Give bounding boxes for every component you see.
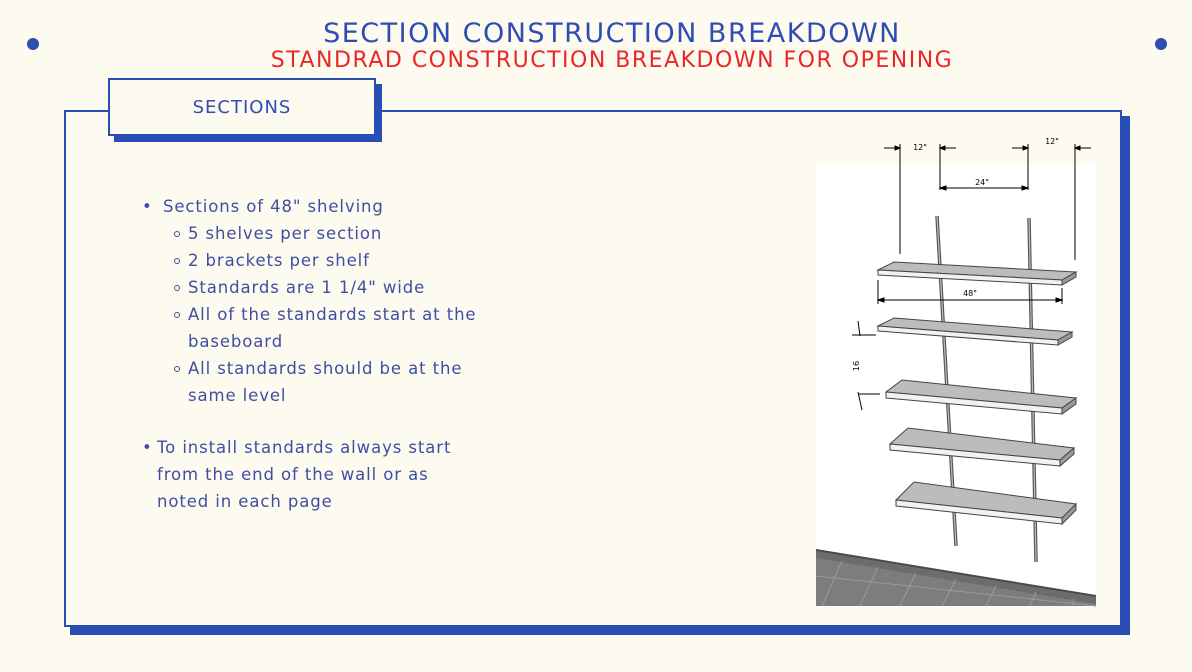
- sub-item: 2 brackets per shelf: [140, 247, 480, 274]
- sub-item: All standards should be at the same level: [140, 355, 480, 409]
- dim-standard-spacing-label: 24": [975, 178, 989, 187]
- sub-item: 5 shelves per section: [140, 220, 480, 247]
- page-subtitle: STANDRAD CONSTRUCTION BREAKDOWN FOR OPENING: [270, 48, 954, 73]
- sections-tab-label: SECTIONS: [192, 96, 292, 118]
- dim-shelf-spacing-label: 16: [852, 360, 861, 372]
- sections-tab: [108, 78, 376, 136]
- page-title: SECTION CONSTRUCTION BREAKDOWN: [323, 18, 901, 49]
- dim-shelf-width-label: 48": [963, 289, 977, 298]
- bullet-list: [140, 193, 480, 515]
- shelving-diagram: [816, 130, 1106, 610]
- dim-right-offset-label: 12": [1045, 137, 1059, 146]
- sub-item: All of the standards start at the baseboard: [140, 301, 480, 355]
- sub-item: Standards are 1 1/4" wide: [140, 274, 480, 301]
- bullet-item: • To install standards always start from the end of the wall or as noted in each page: [140, 434, 480, 515]
- bullet-item: • Sections of 48" shelving: [140, 193, 480, 220]
- dim-left-offset-label: 12": [913, 143, 927, 152]
